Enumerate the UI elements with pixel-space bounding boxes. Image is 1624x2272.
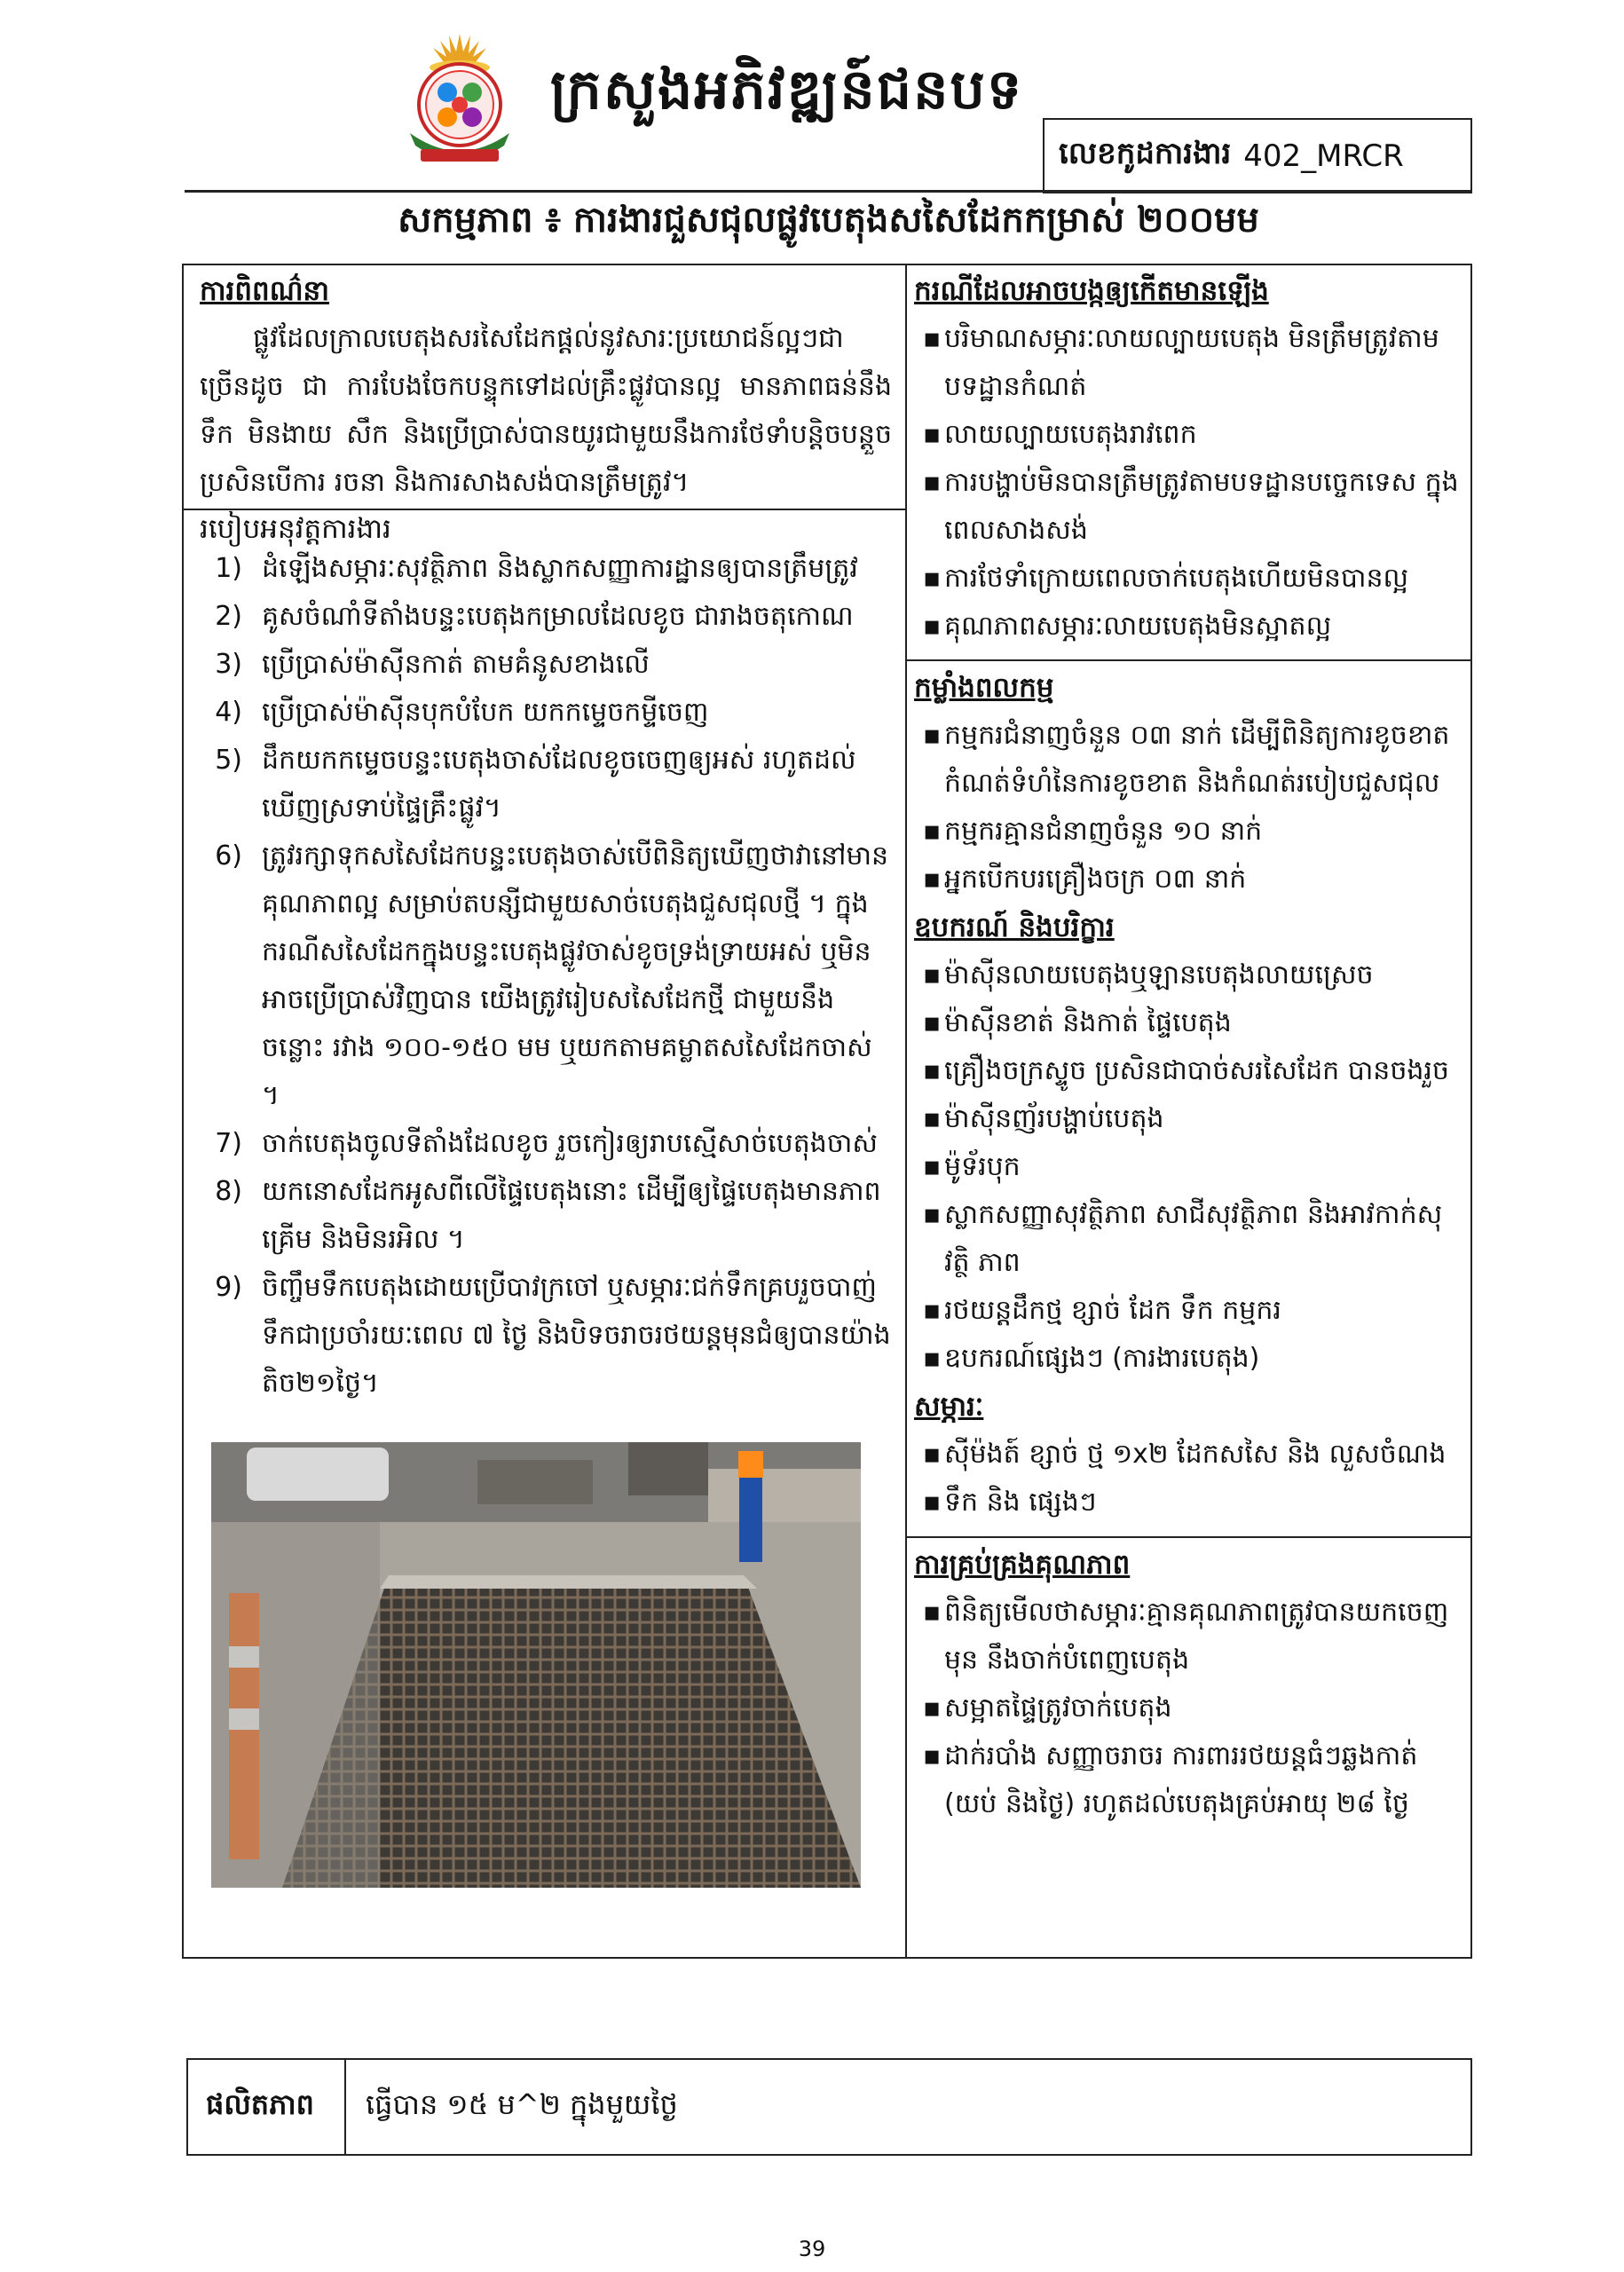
method-section <box>200 513 892 1408</box>
page-number: 39 <box>798 2236 826 2261</box>
method-step-number: 3) <box>215 649 242 680</box>
equipment-item: ▪ ឧបករណ៍ផ្សេងៗ (ការងារបេតុង) <box>914 1335 1462 1383</box>
method-step-text: ចិញ្ចឹមទឹកបេតុងដោយប្រើបាវក្រចៅ ឬសម្ភារៈជក់ទឹកគ្របរួចបាញ់ ទឹកជាប្រចាំរយៈពេល ៧ ថ្ងៃ និងបិទចរាចរថយន្តមុនជំឲ្យបានយ៉ាង តិច២១ថ្ងៃ។ <box>262 1272 891 1399</box>
method-step <box>200 1120 892 1168</box>
work-code-label: លេខកូដការងារ <box>1059 135 1232 171</box>
material-item: ▪ ស៊ីម៉ងត៍ ខ្សាច់ ថ្ម ១x២ ដែកសសៃ និង លួសចំណង <box>914 1431 1462 1479</box>
description-section <box>200 267 892 507</box>
productivity-label: ផលិតភាព <box>188 2060 346 2154</box>
labor-item: ▪ កម្មករជំនាញចំនួន ០៣ នាក់ ដើម្បីពិនិត្យការខូចខាត កំណត់ទំហំនៃការខូចខាត និងកំណត់របៀបជួសជុល <box>914 712 1462 808</box>
cause-item: ▪ ការបង្ហាប់មិនបានត្រឹមត្រូវតាមបទដ្ឋានបច្ចេកទេស ក្នុង ពេលសាងសង់ <box>914 459 1462 555</box>
method-step-text: ដំឡើងសម្ភារៈសុវត្ថិភាព និងស្លាកសញ្ញាការដ្ឋានឲ្យបានត្រឹមត្រូវ <box>262 553 858 584</box>
right-row-divider-2 <box>905 1536 1472 1538</box>
quality-section <box>914 1541 1462 1828</box>
equipment-item: ▪ ម៉ាស៊ីនញ័របង្ហាប់បេតុង <box>914 1095 1462 1143</box>
method-step-number: 5) <box>215 745 242 776</box>
method-step <box>200 689 892 737</box>
description-heading: ការពិពណ៌នា <box>200 275 330 307</box>
method-step-number: 7) <box>215 1128 242 1159</box>
left-row-divider <box>182 509 905 510</box>
method-step-text: ប្រើប្រាស់ម៉ាស៊ីនបុកបំបែក យកកម្ទេចកម្ទីចេញ <box>262 697 709 728</box>
method-step <box>200 1168 892 1264</box>
equipment-item: ▪ គ្រឿងចក្រស្ទូច ប្រសិនជាបាច់សរសៃដែក បានចងរួច <box>914 1047 1462 1095</box>
method-step-text: ប្រើប្រាស់ម៉ាស៊ីនកាត់ តាមគំនូសខាងលើ <box>262 649 650 680</box>
method-step <box>200 641 892 689</box>
causes-section <box>914 267 1462 651</box>
equipment-item: ▪ ម៉ូទ័របុក <box>914 1143 1462 1191</box>
method-step-number: 4) <box>215 697 242 728</box>
description-text: ផ្លូវដែលក្រាលបេតុងសរសៃដែកផ្ដល់នូវសារៈប្រយោជន៍ល្អៗជាច្រើនដូច ជា ការបែងចែកបន្ទុកទៅដល់គ្រឹះផ្លូវបានល្អ មានភាពធន់នឹងទឹក មិនងាយ សឹក និងប្រើប្រាស់បានយូរជាមួយនឹងការថែទាំបន្តិចបន្តួច ប្រសិនបើការ រចនា និងការសាងសង់បានត្រឹមត្រូវ។ <box>200 323 892 498</box>
cause-item: ▪ បរិមាណសម្ភារៈលាយល្បាយបេតុង មិនត្រឹមត្រូវតាម បទដ្ឋានកំណត់ <box>914 315 1462 411</box>
equipment-item: ▪ ម៉ាស៊ីនលាយបេតុងឬឡានបេតុងលាយស្រេច <box>914 951 1462 999</box>
method-step <box>200 545 892 593</box>
quality-item: ▪ សម្អាតផ្ទៃត្រូវចាក់បេតុង <box>914 1684 1462 1732</box>
causes-heading: ករណីដែលអាចបង្កឲ្យកើតមានឡើង <box>914 275 1269 307</box>
method-step <box>200 737 892 832</box>
work-code-box <box>1043 118 1472 193</box>
equipment-item: ▪ រថយន្តដឹកថ្ម ខ្សាច់ ដែក ទឹក កម្មករ <box>914 1287 1462 1335</box>
method-step-text: យកនោសដែកអូសពីលើផ្ទៃបេតុងនោះ ដើម្បីឲ្យផ្ទៃបេតុងមានភាព គ្រើម និងមិនរអិល ។ <box>262 1176 881 1255</box>
quality-item: ▪ ដាក់របាំង សញ្ញាចរាចរ ការពាររថយន្តធំៗឆ្លងកាត់ (យប់ និងថ្ងៃ) រហូតដល់បេតុងគ្រប់អាយុ ២៨ ថ្ងៃ <box>914 1732 1462 1828</box>
cause-item: ▪ ការថែទាំក្រោយពេលចាក់បេតុងហើយមិនបានល្អ <box>914 555 1462 603</box>
rebar-repair-photo <box>211 1442 861 1888</box>
equipment-item: ▪ ម៉ាស៊ីនខាត់ និងកាត់ ផ្ទៃបេតុង <box>914 999 1462 1047</box>
labor-heading: កម្លាំងពលកម្ម <box>914 672 1054 704</box>
method-step-text: ចាក់បេតុងចូលទីតាំងដែលខូច រួចកៀរឲ្យរាបស្មើសាច់បេតុងចាស់ <box>262 1128 878 1159</box>
work-code-value: 402_MRCR <box>1243 138 1404 174</box>
method-step-number: 8) <box>215 1176 242 1207</box>
resources-section <box>914 664 1462 1526</box>
method-heading: របៀបអនុវត្តការងារ <box>200 513 391 545</box>
right-row-divider-1 <box>905 659 1472 661</box>
quality-item: ▪ ពិនិត្យមើលថាសម្ភារៈគ្មានគុណភាពត្រូវបានយកចេញមុន នឹងចាក់បំពេញបេតុង <box>914 1589 1462 1684</box>
equipment-heading: ឧបករណ៍ និងបរិក្ខារ <box>914 911 1115 943</box>
column-divider <box>905 264 907 1959</box>
method-step <box>200 1264 892 1408</box>
labor-list <box>914 712 1462 903</box>
ministry-logo <box>389 27 531 173</box>
method-step-text: ត្រូវរក្សាទុកសសៃដែកបន្ទះបេតុងចាស់បើពិនិត្យឃើញថាវានៅមាន គុណភាពល្អ សម្រាប់តបន្សីជាមួយសាច់បេតុងជួសជុលថ្មី ។ ក្នុង ករណីសសៃដែកក្នុងបន្ទះបេតុងផ្លូវចាស់ខូចទ្រង់ទ្រាយអស់ ឬមិន អាចប្រើប្រាស់វិញបាន យើងត្រូវរៀបសសៃដែកថ្មី ជាមួយនឹងចន្លោះ រវាង ១០០-១៥០ មម ឬយកតាមគម្លាតសសៃដែកចាស់ ។ <box>262 840 889 1111</box>
method-steps <box>200 545 892 1408</box>
method-step-number: 2) <box>215 601 242 632</box>
labor-item: ▪ អ្នកបើកបរគ្រឿងចក្រ ០៣ នាក់ <box>914 856 1462 903</box>
material-item: ▪ ទឹក និង ផ្សេងៗ <box>914 1479 1462 1526</box>
quality-heading: ការគ្រប់គ្រងគុណភាព <box>914 1549 1131 1581</box>
method-step-text: គូសចំណាំទីតាំងបន្ទះបេតុងកម្រាលដែលខូច ជារាងចតុកោណ <box>262 601 854 632</box>
method-step <box>200 832 892 1120</box>
quality-list <box>914 1589 1462 1828</box>
method-step-number: 6) <box>215 840 242 872</box>
productivity-value: ធ្វើបាន ១៥ ម^២ ក្នុងមួយថ្ងៃ <box>366 2087 678 2121</box>
materials-heading: សម្ភារៈ <box>914 1391 984 1423</box>
method-step-text: ដឹកយកកម្ទេចបន្ទះបេតុងចាស់ដែលខូចចេញឲ្យអស់ រហូតដល់ ឃើញស្រទាប់ផ្ទៃគ្រឹះផ្លូវ។ <box>262 745 856 824</box>
cause-item: ▪ គុណភាពសម្ភារៈលាយបេតុងមិនស្អាតល្អ <box>914 603 1462 651</box>
equipment-item: ▪ ស្លាកសញ្ញាសុវត្ថិភាព សាជីសុវត្ថិភាព និងអាវកាក់សុវត្ថិ ភាព <box>914 1191 1462 1287</box>
ministry-title: ក្រសួងអភិវឌ្ឍន៍ជនបទ <box>550 57 1024 122</box>
method-step <box>200 593 892 641</box>
causes-list <box>914 315 1462 651</box>
header-rule <box>185 190 1472 193</box>
cause-item: ▪ លាយល្បាយបេតុងរាវពេក <box>914 411 1462 459</box>
activity-title: សកម្មភាព ៖ ការងារជួសជុលផ្លូវបេតុងសសៃដែកកម្រាស់ ២០០មម <box>398 200 1259 241</box>
materials-list <box>914 1431 1462 1526</box>
labor-item: ▪ កម្មករគ្មានជំនាញចំនួន ១០ នាក់ <box>914 808 1462 856</box>
method-step-number: 9) <box>215 1272 242 1303</box>
method-step-number: 1) <box>215 553 242 584</box>
productivity-table <box>186 2058 1472 2156</box>
equipment-list <box>914 951 1462 1383</box>
